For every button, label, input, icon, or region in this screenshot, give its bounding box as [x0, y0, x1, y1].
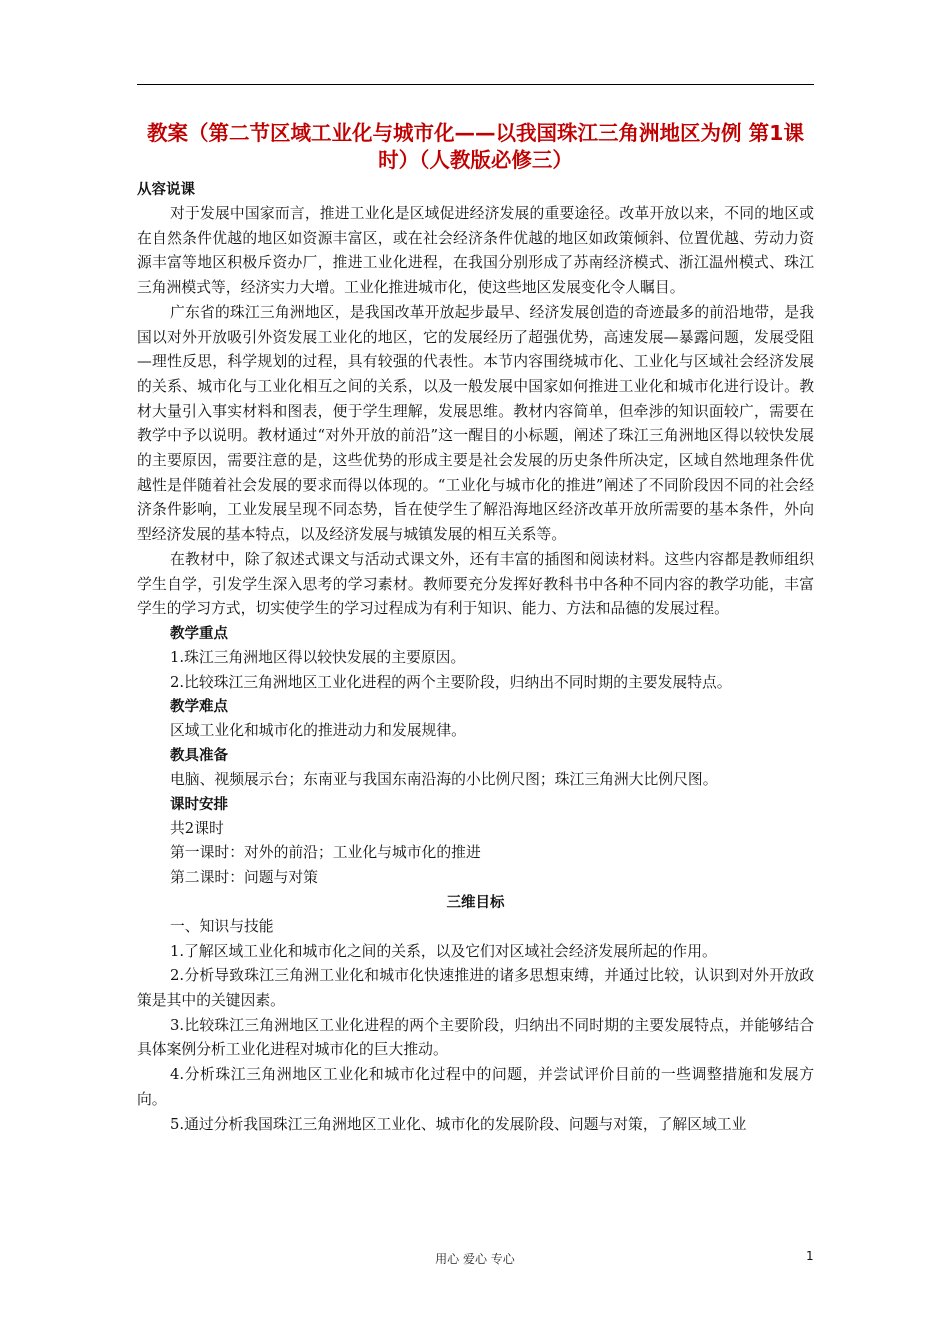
section-heading-zhongdian: 教学重点 [170, 625, 228, 642]
intro-paragraph: 在教材中，除了叙述式课文与活动式课文外，还有丰富的插图和阅读材料。这些内容都是教师组织学生自学，引发学生深入思考的学习素材。教师要充分发挥好教科书中各种不同内容的教学功能，丰富学生的学习方式，切实使学生的学习过程成为有利于知识、能力、方法和品德的发展过程。 [137, 550, 814, 618]
list-item: 第二课时：问题与对策 [170, 869, 318, 887]
list-item: 第一课时：对外的前沿；工业化与城市化的推进 [170, 844, 481, 862]
intro-paragraph: 广东省的珠江三角洲地区，是我国改革开放起步最早、经济发展创造的奇迹最多的前沿地带，是我国以对外开放吸引外资发展工业化的地区，它的发展经历了超强优势，高速发展—暴露问题，发展受阻—理性反思，科学规划的过程，具有较强的代表性。本节内容围绕城市化、工业化与区域社会经济发展的关系、城市化与工业化相互之间的关系，以及一般发展中国家如何推进工业化和城市化进行设计。教材大量引入事实材料和图表，便于学生理解，发展思维。教材内容简单，但牵涉的知识面较广，需要在教学中予以说明。教材通过“对外开放的前沿”这一醒目的小标题，阐述了珠江三角洲地区得以较快发展的主要原因，需要注意的是，这些优势的形成主要是社会发展的历史条件所决定，区域自然地理条件优越性是伴随着社会发展的要求而得以体现的。“工业化与城市化的推进”阐述了不同阶段因不同的社会经济条件影响，工业发展呈现不同态势，旨在使学生了解沿海地区经济改革开放所需要的基本条件，外向型经济发展的基本特点，以及经济发展与城镇发展的相互关系等。 [137, 303, 814, 544]
list-item: 共2课时 [170, 819, 224, 837]
page-footer: 用心 爱心 专心 [435, 1252, 515, 1266]
section-heading-congrong: 从容说课 [137, 182, 195, 198]
list-item: 2.比较珠江三角洲地区工业化进程的两个主要阶段，归纳出不同时期的主要发展特点。 [170, 673, 732, 691]
list-item: 2.分析导致珠江三角洲工业化和城市化快速推进的诸多思想束缚，并通过比较，认识到对外开放政策是其中的关键因素。 [137, 967, 814, 1009]
list-item: 5.通过分析我国珠江三角洲地区工业化、城市化的发展阶段、问题与对策，了解区域工业 [170, 1115, 747, 1133]
nandian-text: 区域工业化和城市化的推进动力和发展规律。 [170, 722, 466, 740]
header-rule [137, 84, 814, 85]
list-item: 3.比较珠江三角洲地区工业化进程的两个主要阶段，归纳出不同时期的主要发展特点，并能够结合具体案例分析工业化进程对城市化的巨大推动。 [137, 1016, 814, 1059]
list-item: 4.分析珠江三角洲地区工业化和城市化过程中的问题，并尝试评价目前的一些调整措施和发展方向。 [137, 1066, 814, 1108]
section-heading-sanwei: 三维目标 [446, 894, 505, 911]
section-heading-jiaoju: 教具准备 [170, 748, 228, 765]
subsection-heading: 一、知识与技能 [170, 917, 274, 935]
document-body [137, 120, 814, 1137]
intro-paragraph: 对于发展中国家而言，推进工业化是区域促进经济发展的重要途径。改革开放以来，不同的地区或在自然条件优越的地区如资源丰富区，或在社会经济条件优越的地区如政策倾斜、位置优越、劳动力资源丰富等地区积极斥资办厂，推进工业化进程，在我国分别形成了苏南经济模式、浙江温州模式、珠江三角洲模式等，经济实力大增。工业化推进城市化，使这些地区发展变化令人瞩目。 [137, 205, 814, 297]
section-heading-nandian: 教学难点 [170, 699, 228, 716]
jiaoju-text: 电脑、视频展示台；东南亚与我国东南沿海的小比例尺图；珠江三角洲大比例尺图。 [170, 771, 718, 789]
section-heading-keshi: 课时安排 [170, 796, 228, 813]
list-item: 1.了解区域工业化和城市化之间的关系，以及它们对区域社会经济发展所起的作用。 [170, 942, 717, 960]
document-title: 教案（第二节区域工业化与城市化——以我国珠江三角洲地区为例 第1课时）（人教版必修三） [147, 121, 804, 172]
page-number: 1 [806, 1249, 814, 1263]
list-item: 1.珠江三角洲地区得以较快发展的主要原因。 [170, 648, 466, 666]
